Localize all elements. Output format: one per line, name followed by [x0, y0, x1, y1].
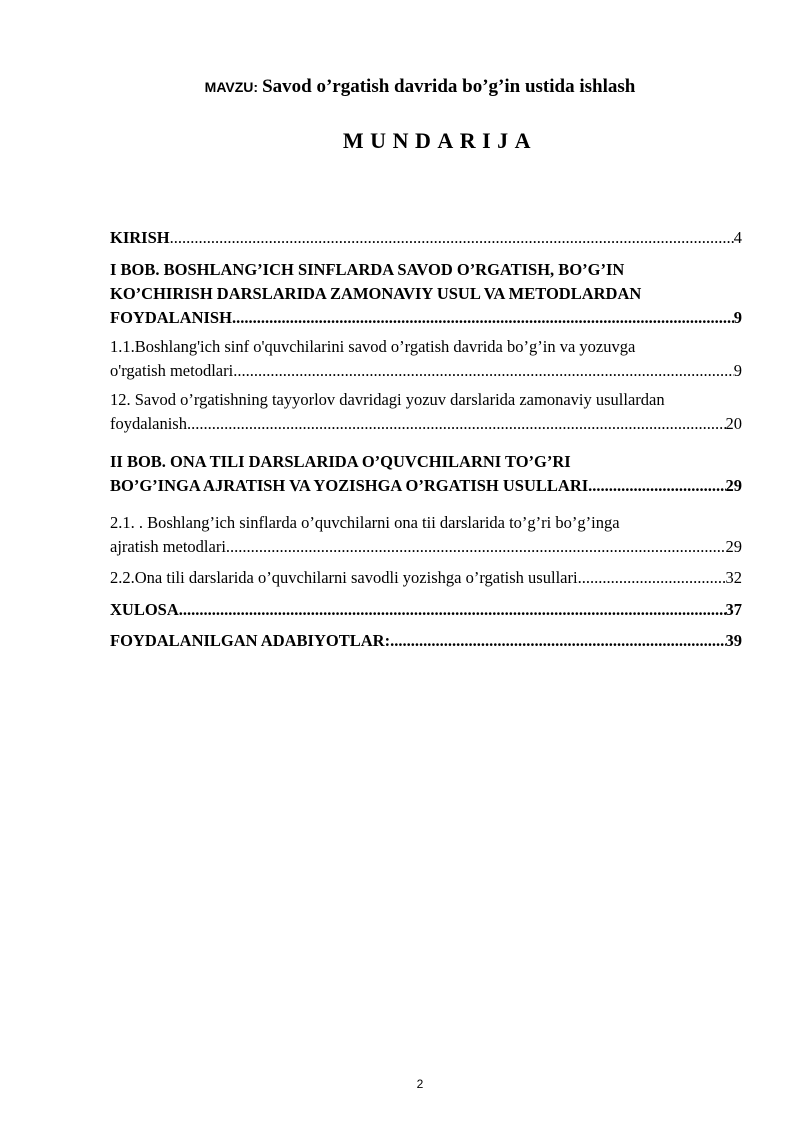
toc-page-number: 4	[733, 228, 742, 247]
toc-entry-title: FOYDALANILGAN ADABIYOTLAR:	[110, 631, 391, 650]
toc-entry-final-line	[110, 306, 742, 330]
toc-page-number: 39	[725, 631, 742, 650]
toc-entry[interactable]	[110, 598, 742, 622]
toc-entry-title: foydalanish	[110, 414, 187, 433]
toc-page-number: 29	[725, 537, 742, 556]
toc-entry-title: o'rgatish metodlari	[110, 361, 234, 380]
toc-entry-line: KO’CHIRISH DARSLARIDA ZAMONAVIY USUL VA METODLARDAN	[110, 284, 642, 303]
toc-entry-line: 12. Savod o’rgatishning tayyorlov davridagi yozuv darslarida zamonaviy usullardan	[110, 390, 665, 409]
toc-dot-leader	[578, 566, 726, 590]
topic-line	[0, 76, 800, 98]
toc-entry-final-line	[110, 629, 742, 653]
toc-page-number: 29	[725, 476, 742, 495]
toc-page-number: 37	[725, 600, 742, 619]
toc-entry-line: II BOB. ONA TILI DARSLARIDA O’QUVCHILARNI TO’G’RI	[110, 452, 571, 471]
toc-dot-leader	[179, 598, 726, 622]
toc-page-number: 9	[733, 308, 742, 327]
toc-entry[interactable]	[110, 335, 742, 383]
toc-entry-title: FOYDALANISH	[110, 308, 232, 327]
toc-dot-leader	[233, 359, 734, 383]
toc-entry[interactable]	[110, 388, 742, 436]
toc-entry-title: 2.2.Ona tili darslarida o’quvchilarni savodli yozishga o’rgatish usullari	[110, 568, 578, 587]
toc-entry-final-line	[110, 535, 742, 559]
toc-entry-final-line	[110, 598, 742, 622]
toc-entry-final-line	[110, 412, 742, 436]
toc-entry-title: KIRISH	[110, 228, 170, 247]
toc-entry-title: BO’G’INGA AJRATISH VA YOZISHGA O’RGATISH USULLARI	[110, 476, 589, 495]
toc-page-number: 32	[725, 568, 742, 587]
toc-entry[interactable]	[110, 226, 742, 250]
toc-dot-leader	[232, 306, 734, 330]
page-number: 2	[416, 1077, 424, 1091]
toc-entry-final-line	[110, 474, 742, 498]
toc-entry-line: 2.1. . Boshlang’ich sinflarda o’quvchilarni ona tii darslarida to’g’ri bo’g’inga	[110, 513, 620, 532]
toc-entry-final-line	[110, 566, 742, 590]
toc-entry-line: I BOB. BOSHLANG’ICH SINFLARDA SAVOD O’RGATISH, BO’G’IN	[110, 260, 625, 279]
toc-dot-leader	[390, 629, 725, 653]
toc-page-number: 20	[725, 414, 742, 433]
toc-dot-leader	[187, 412, 726, 436]
toc-entry-title: ajratish metodlari	[110, 537, 226, 556]
contents-heading: MUNDARIJA	[342, 128, 538, 153]
toc-entry[interactable]	[110, 450, 742, 498]
toc-dot-leader	[588, 474, 725, 498]
topic-title: Savod o’rgatish davrida bo’g’in ustida ishlash	[262, 76, 636, 97]
toc-entry-final-line	[110, 226, 742, 250]
toc-entry[interactable]	[110, 566, 742, 590]
toc-entry-title: XULOSA	[110, 600, 179, 619]
toc-entry-final-line	[110, 359, 742, 383]
toc-entry[interactable]	[110, 629, 742, 653]
toc-entry-line: 1.1.Boshlang'ich sinf o'quvchilarini savod o’rgatish davrida bo’g’in va yozuvga	[110, 337, 636, 356]
toc-entry[interactable]	[110, 511, 742, 559]
topic-label: MAVZU:	[204, 79, 259, 95]
toc-entry[interactable]	[110, 258, 742, 330]
toc-page-number: 9	[733, 361, 742, 380]
toc-dot-leader	[226, 535, 726, 559]
toc-dot-leader	[170, 226, 734, 250]
